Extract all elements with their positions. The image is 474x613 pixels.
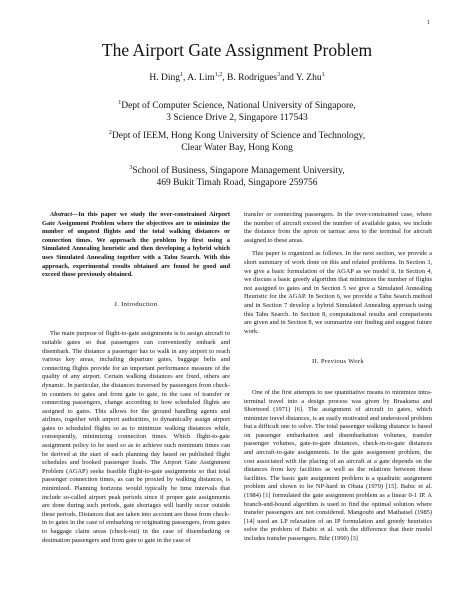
- paragraph: transfer or connecting passengers. In the over-constrained case, where the number of aircraft exceed the number of available gates, we include the distance from the apron or tarmac area to the terminal for aircraft assigned to these areas.: [244, 211, 432, 244]
- affiliation-sup: 1: [118, 100, 122, 106]
- author-name: H. Ding: [149, 73, 181, 84]
- section-heading-previous-work: II. Previous Work: [312, 358, 364, 366]
- affiliation-sup: 3: [129, 165, 133, 171]
- affiliation-line: Dept of IEEM, Hong Kong University of Science and Technology,: [111, 131, 366, 142]
- paragraph: This paper is organized as follows. In the next section, we provide a short summary of work done on this and related problems. In Section 3, we give a basic formulation of the AGAP as we model it. In Section 4, we discuss a basic greedy algorithm that minimizes the number of flights not assigned to gates and in Section 5 we give a Simulated Annealing Heuristic for the AGAP. In Section 6, we provide a Tabu Search method and in Section 7 develop a hybrid Simulated Annealing approach using this Tabu Search. In Section 8, computational results and comparisons are given and in Section 8, we summarize our finding and suggest future work.: [244, 250, 432, 335]
- introduction-paragraph: The main purpose of flight-to-gate assignments is to assign aircraft to suitable gates so that passengers can conveniently embark and disembark. The distance a passenger has to walk in any airport to reach various key areas, including departure gates, baggage belts and connecting flights provide for an important performance measure of the quality of any airport. Certain walking distances are fixed, others are dynamic. In particular, the distances traversed by passengers from check-in counters to gates and from gate to gate, in the case of transfer or connecting passengers, change according to how scheduled flights are assigned to gates. This allows for the ground handling agents and airlines, together with airport authorities, to dynamically assign airport gates to scheduled flights so as to minimize walking distances while, consequently, minimizing connection times. Which flight-to-gate assignment policy to be used so as to achieve such minimum times can be derived at the start of each planning day based on published flight schedules and booked passenger loads. The Airport Gate Assignment Problem (AGAP) seeks feasible flight-to-gate assignments so that total passenger connection times, as can be proxied by walking distances, is minimized. Planning horizons would typically be time intervals that include so-called airport peak periods since if proper gate assignments are done during such periods, gate shortages will hardly occur outside these periods. Distances that are taken into account are those from check-in to gates in the case of embarking or originating passengers, from gates to baggage claim areas (check-out) in the case of disembarking or destination passengers and from gate to gate in the case of: [42, 330, 230, 544]
- paper-title: The Airport Gate Assignment Problem: [101, 40, 373, 60]
- affiliation-line: Dept of Computer Science, National University of Singapore,: [121, 101, 356, 112]
- author-name: B. Rodrigues: [226, 73, 278, 84]
- author-name: Y. Zhu: [295, 73, 322, 84]
- affiliation-line: Clear Water Bay, Hong Kong: [181, 143, 293, 154]
- abstract-label: Abstract: [50, 211, 73, 218]
- author-list: H. Ding$^1$, A. Lim$^{1,2}$, B. Rodrigues$^3$and Y. Zhu$^1$: [149, 72, 325, 84]
- author-sup: 1: [321, 72, 325, 78]
- affiliation: [0, 97, 474, 124]
- section-heading-introduction: I. Introduction: [114, 300, 158, 308]
- abstract-text: In this paper we study the over-constrained Airport Gate Assignment Problem where the objectives are to minimize the number of ungated flights and the total walking distances or connection times. We approach the problem by first using a Simulated Annealing heuristic and then developing a hybrid which uses Simulated Annealing together with a Tabu Search. With this approach, experimental results obtained are found be good and exceed those previously obtained.: [42, 211, 230, 279]
- author-sup: 1: [180, 72, 184, 78]
- affiliation-line: 469 Bukit Timah Road, Singapore 259756: [156, 178, 318, 189]
- affiliation: [0, 162, 474, 189]
- page-number: 1: [427, 20, 430, 26]
- previous-work-paragraph: One of the first attempts to use quantitative means to minimize intra-terminal travel into a design process was given by Braaksma and Shortreed (1971) [6]. The assignment of aircraft to gates, which minimize travel distances, is an easily motivated and understood problem but a difficult one to solve. The total passenger walking distance is based on passenger embarkation and disembarkation volumes, transfer passenger volumes, gate-to-gate distances, check-in-to-gate distances and aircraft-to-gate assignments. In the gate assignment problem, the cost associated with the placing of an aircraft at a gate depends on the distances from key facilities as well as the relations between these facilities. The basic gate assignment problem is a quadratic assignment problem and shown to be NP-hard in Obata (1979) [15]. Babic et al. (1984) [1] formulated the gate assignment problem as a linear 0-1 IP. A branch-and-bound algorithm is used to find the optimal solution where transfer passengers are not considered. Mangoubi and Mathaisel (1985) [14] used an LP relaxation of an IP formulation and greedy heuristics solve the problem of Babic et al. with the difference that their model includes transfer passengers. Bihr (1990) [3]: [244, 388, 432, 542]
- affiliation-line: School of Business, Singapore Management University,: [132, 166, 345, 177]
- affiliation-line: 3 Science Drive 2, Singapore 117543: [166, 113, 308, 124]
- left-column: [42, 211, 230, 545]
- affiliation-sup: 2: [108, 130, 112, 136]
- author-sup: 3: [277, 72, 281, 78]
- author-sup: 1,2: [214, 72, 223, 78]
- affiliation: [0, 127, 474, 154]
- abstract: Abstract—In this paper we study the over-constrained Airport Gate Assignment Problem where the objectives are to minimize the number of ungated flights and the total walking distances or connection times. We approach the problem by first using a Simulated Annealing heuristic and then developing a hybrid which uses Simulated Annealing together with a Tabu Search. With this approach, experimental results obtained are found be good and exceed those previously obtained.: [42, 211, 230, 279]
- right-column: [244, 211, 432, 544]
- author-name: A. Lim: [187, 73, 215, 84]
